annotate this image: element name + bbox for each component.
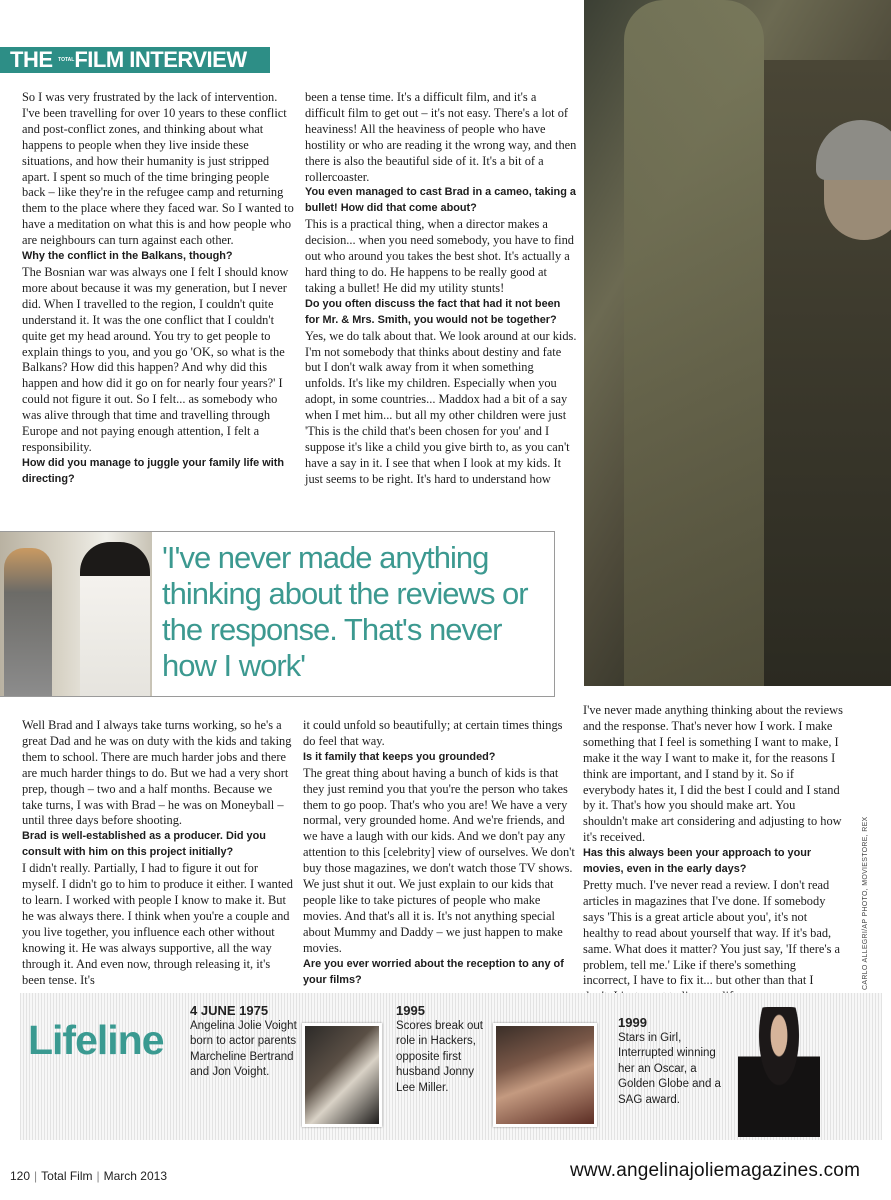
lifeline-entry-text: Scores break out role in Hackers, opposite first husband Jonny Lee Miller.	[396, 1019, 483, 1094]
interview-answer: This is a practical thing, when a director makes a decision... when you need somebody, you have to find out who around you takes the best shot. It's actually a hard thing to do. He happens to be really good at taking a bullet! He did my utility stunts!	[305, 217, 574, 295]
article-column-3	[22, 718, 294, 988]
section-header-title	[10, 47, 247, 73]
interview-answer: I didn't really. Partially, I had to figure it out for myself. I didn't go to him to produce it either. I wanted to learn. I worked with people I know to make it. But he was always there. I think when you're a couple and you live together, you influence each other without knowing it. He was always supportive, all the way through it. And even now, through releasing it, it's been tense. It's	[22, 861, 293, 987]
article-column-1	[22, 90, 294, 488]
interview-question: How did you manage to juggle your family life with directing?	[22, 456, 285, 485]
lifeline-title: Lifeline	[28, 1017, 164, 1063]
watermark-url: www.angelinajoliemagazines.com	[570, 1160, 861, 1181]
interview-answer: Well Brad and I always take turns working, so he's a great Dad and he was on duty with the kids and taking them to school. There are much harder jobs and there are much harder things to do. But we had a very short prep, though – two and a half months. Because we take turns, I was with Brad – he was on Moneyball – until three days before shooting.	[22, 718, 292, 828]
interview-answer: The Bosnian war was always one I felt I should know more about because it was my generation, but I never did. When I travelled to the region, I couldn't quite understand it. It was the one conflict that I couldn't quite get my head around. You try to get people to explain things to you, and you go 'OK, so what is the Balkans? How did this happen? And why did this happen and how did it go on for nearly four years?' I could not figure it out. So I felt... as somebody who was alive through that time and travelling through Europe and not paying enough attention, I felt a responsibility.	[22, 264, 289, 454]
lifeline-entry-text: Stars in Girl, Interrupted winning her an Oscar, a Golden Globe and a SAG award.	[618, 1031, 721, 1106]
interview-answer: Pretty much. I've never read a review. I don't read articles in magazines that I've done. If somebody says 'This is a great article about you', it's not healthy to read about yourself that way. If it's bad, same. What does it matter? You just say, 'If there's a problem, tell me.' Like if there's something incorrect, I have to fix it... but other than that I	[583, 877, 841, 988]
interview-question: Why the conflict in the Balkans, though?	[22, 250, 233, 263]
lifeline-entry	[618, 1015, 730, 1108]
lifeline-photo-1999	[738, 1007, 820, 1137]
interview-question: Is it family that keeps you grounded?	[303, 750, 496, 763]
lifeline-photo-1995	[493, 1023, 597, 1127]
article-column-5	[583, 703, 843, 1005]
lifeline-entry-year: 1999	[618, 1015, 647, 1030]
lifeline-entry-year: 1995	[396, 1003, 425, 1018]
article-column-2	[305, 90, 577, 488]
interview-question: Has this always been your approach to your movies, even in the early days?	[583, 847, 812, 876]
header-title-small: TOTAL	[58, 57, 75, 63]
pull-quote-text: 'I've never made anything thinking about the reviews or the response. That's never how I work'	[162, 540, 528, 683]
interview-answer: I've never made anything thinking about the reviews and the response. That's never how I work. I make something that I feel is something I want to make, I make it the way I want to make it, for the reasons I think are important, and I stand by it. So if everybody hates it, I did the best I could and I stand by it. That's how you should make art. You shouldn't make art considering and adjusting to how it's received.	[583, 703, 843, 845]
article-column-4	[303, 718, 577, 988]
pull-quote-photo	[0, 532, 152, 696]
header-title-the: THE	[10, 47, 59, 72]
interview-question: Do you often discuss the fact that had it not been for Mr. & Mrs. Smith, you would not be together?	[305, 297, 561, 326]
magazine-name: Total Film	[41, 1169, 93, 1183]
pull-photo-figure-right	[80, 542, 150, 696]
lifeline-entry-text: Angelina Jolie Voight born to actor parents Marcheline Bertrand and Jon Voight.	[190, 1019, 297, 1078]
lifeline-entry	[396, 1003, 486, 1096]
photo-credit: CARLO ALLEGRI/AP PHOTO, MOVIESTORE, REX	[862, 816, 869, 990]
interview-question: Brad is well-established as a producer. Did you consult with him on this project initially?	[22, 830, 266, 859]
interview-answer: it could unfold so beautifully; at certain times things do feel that way.	[303, 718, 563, 748]
lifeline-entry-year: 4 JUNE 1975	[190, 1003, 269, 1018]
page-number: 120	[10, 1169, 31, 1183]
hero-photo-figure	[624, 0, 764, 686]
interview-answer: The great thing about having a bunch of kids is that they just remind you that you're the person who takes them to go poop. That's who you are! We have a very normal, very grounded home. And we're friends, and we have a laugh with our kids. And we don't pay any attention to this [celebrity] view of ourselves. We don't buy those magazines, we don't watch those TV shows. We just shut it out. We just explain to our kids that people like to take pictures of people who make movies. And that's all it is. It's not anything special about Mummy and Daddy – we just happen to make movies.	[303, 765, 575, 955]
lifeline-entry	[190, 1003, 300, 1081]
lifeline-strip	[20, 993, 882, 1140]
interview-question: You even managed to cast Brad in a cameo, taking a bullet! How did that come about?	[305, 186, 576, 215]
interview-question: Are you ever worried about the reception to any of your films?	[303, 957, 564, 986]
hero-photo	[584, 0, 891, 686]
issue-date: March 2013	[103, 1169, 167, 1183]
lifeline-photo-1975	[302, 1023, 382, 1127]
interview-answer: So I was very frustrated by the lack of intervention. I've been travelling for over 10 years to these conflict and post-conflict zones, and thinking about what happens to people when they live inside these situations, and how their humanity is just stripped apart. I spent so much of the time bringing people back – like they're in the refugee camp and returning them to the place where they faced war. So I wanted to have a meditation on what this is and how people who are neighbours can turn against each other.	[22, 90, 294, 248]
footer-separator: |	[96, 1169, 100, 1183]
section-header-banner	[0, 47, 270, 73]
interview-answer: Yes, we do talk about that. We look around at our kids. I'm not somebody that thinks about destiny and fate but I don't walk away from it when something unfolds. It's like my children. Especially when you adopt, in some countries... Maddox had a bit of a say when I met him... but all my other children were just 'This is the child that's been chosen for you' and I suppose it's like a child you give birth to, as you can't have a say in it. I see that when I look at my kids. It just seems to be right. It's hard to understand how	[305, 328, 577, 486]
pull-photo-figure-left	[4, 548, 52, 696]
interview-answer: been a tense time. It's a difficult film, and it's a difficult film to get out – it's not easy. There's a lot of heaviness! All the heaviness of people who have hostility or who are reading it the wrong way, and then there is also the beautiful side of it. It's a bit of a rollercoaster.	[305, 90, 577, 184]
footer-separator: |	[34, 1169, 38, 1183]
header-title-film-interview: FILM INTERVIEW	[74, 47, 247, 72]
page-footer	[10, 1169, 167, 1183]
